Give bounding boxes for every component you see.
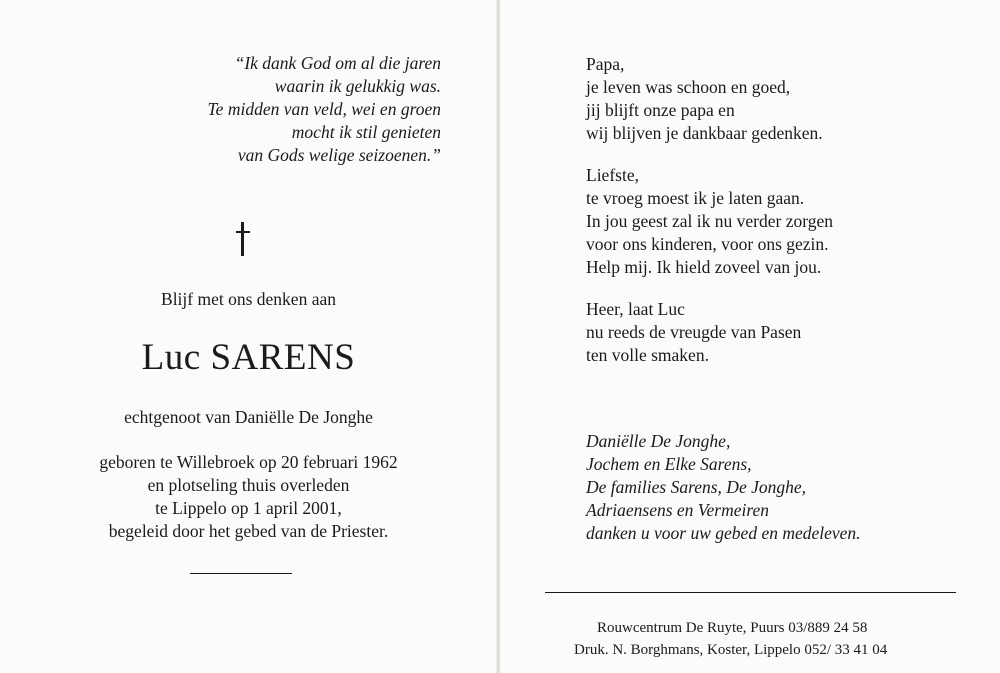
right-page <box>500 0 1000 673</box>
last-name: SARENS <box>210 337 356 378</box>
deceased-name <box>0 336 497 380</box>
poem-line: In jou geest zal ik nu verder zorgen <box>586 211 834 231</box>
funeral-home: Rouwcentrum De Ruyte, Puurs 03/889 24 58 <box>597 620 868 636</box>
poem-line: Papa, <box>586 54 625 74</box>
poem-line: ten volle smaken. <box>586 345 709 365</box>
quote-line: Te midden van veld, wei en groen <box>207 99 441 119</box>
left-page <box>0 0 497 673</box>
first-name: Luc <box>141 337 201 378</box>
life-line: te Lippelo op 1 april 2001, <box>155 498 342 518</box>
footer-divider <box>545 592 956 593</box>
poem-line: Help mij. Ik hield zoveel van jou. <box>586 257 822 277</box>
life-line: geboren te Willebroek op 20 februari 1962 <box>99 452 398 472</box>
life-line: begeleid door het gebed van de Priester. <box>108 521 389 541</box>
quote-line: waarin ik gelukkig was. <box>274 76 441 96</box>
poem-line: wij blijven je dankbaar gedenken. <box>586 123 823 143</box>
poem-line: Heer, laat Luc <box>586 299 685 319</box>
quote-line: mocht ik stil genieten <box>291 122 441 142</box>
family-line: Jochem en Elke Sarens, <box>586 454 752 474</box>
family-line: Adriaensens en Vermeiren <box>586 500 770 520</box>
family-line: danken u voor uw gebed en medeleven. <box>586 523 861 543</box>
poem-line: jij blijft onze papa en <box>586 100 735 120</box>
life-line: en plotseling thuis overleden <box>147 475 350 495</box>
family-line: Daniëlle De Jonghe, <box>586 431 731 451</box>
poem-line: voor ons kinderen, voor ons gezin. <box>586 234 829 254</box>
family-line: De families Sarens, De Jonghe, <box>586 477 806 497</box>
cross-icon <box>236 222 250 256</box>
remembrance-intro: Blijf met ons denken aan <box>161 289 336 309</box>
divider <box>190 573 292 574</box>
poem-line: nu reeds de vreugde van Pasen <box>586 322 802 342</box>
poem-line: Liefste, <box>586 165 639 185</box>
poem-line: je leven was schoon en goed, <box>586 77 791 97</box>
poem-line: te vroeg moest ik je laten gaan. <box>586 188 805 208</box>
quote-line: “Ik dank God om al die jaren <box>234 53 441 73</box>
printer-credit: Druk. N. Borghmans, Koster, Lippelo 052/ 33 41 04 <box>574 642 888 658</box>
quote-line: van Gods welige seizoenen.” <box>237 145 441 165</box>
spouse-line: echtgenoot van Daniëlle De Jonghe <box>124 407 373 427</box>
